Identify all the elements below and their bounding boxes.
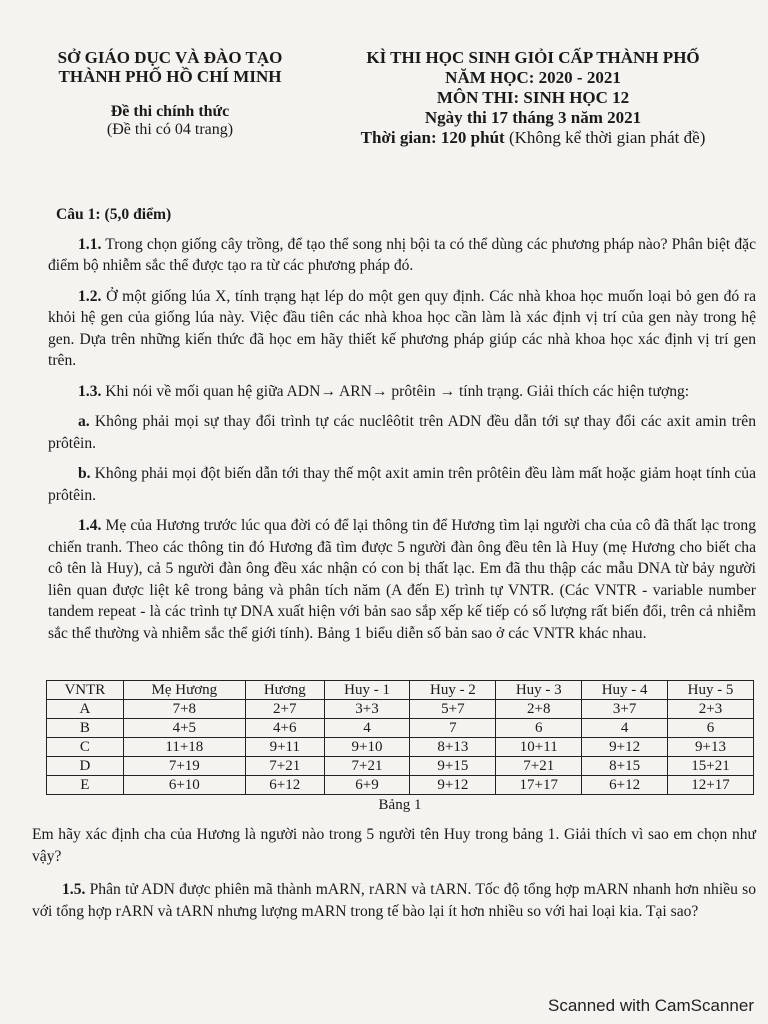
question-1-1: 1.1. Trong chọn giống cây trồng, để tạo thể song nhị bội ta có thể dùng các phương pháp nào? Phân biệt đặc điểm bộ nhiễm sắc thể được tạo ra từ các phương pháp đó. — [48, 235, 756, 274]
table-cell: D — [47, 757, 124, 776]
table-header-cell: Huy - 5 — [668, 681, 754, 700]
table-cell: 9+15 — [410, 757, 496, 776]
table-header-row — [47, 681, 754, 700]
table-header-cell: VNTR — [47, 681, 124, 700]
table-cell: 9+10 — [324, 738, 410, 757]
table-cell: 17+17 — [496, 776, 582, 795]
table-cell: 6 — [668, 719, 754, 738]
table-cell: 3+3 — [324, 700, 410, 719]
table-header-cell: Hương — [245, 681, 324, 700]
table-header-cell: Mẹ Hương — [123, 681, 245, 700]
header-left — [40, 48, 300, 139]
table-cell: 10+11 — [496, 738, 582, 757]
exam-subject: MÔN THI: SINH HỌC 12 — [436, 88, 630, 107]
table-cell: 9+12 — [582, 738, 668, 757]
question-body-continued — [32, 824, 756, 931]
table-header-cell: Huy - 3 — [496, 681, 582, 700]
table-cell: 6+9 — [324, 776, 410, 795]
page-count-note: (Đề thi có 04 trang) — [106, 121, 234, 138]
header-right — [318, 48, 748, 148]
exam-title: KÌ THI HỌC SINH GIỎI CẤP THÀNH PHỐ — [366, 48, 700, 67]
table-cell: 4 — [324, 719, 410, 738]
question-1-3: 1.3. Khi nói về mối quan hệ giữa ADN→ ARN→ prôtêin → tính trạng. Giải thích các hiện tượng: — [78, 382, 690, 400]
table-cell: 6 — [496, 719, 582, 738]
exam-duration: Thời gian: 120 phút (Không kể thời gian phát đề) — [360, 128, 706, 147]
table-cell: 2+3 — [668, 700, 754, 719]
table-cell: A — [47, 700, 124, 719]
table-cell: 8+13 — [410, 738, 496, 757]
table-cell: 3+7 — [582, 700, 668, 719]
exam-date: Ngày thi 17 tháng 3 năm 2021 — [424, 108, 642, 127]
question-1-3a: a. Không phải mọi sự thay đổi trình tự các nuclêôtit trên ADN đều dẫn tới sự thay đổi các axit amin trên prôtêin. — [48, 413, 757, 452]
table-cell: 9+13 — [668, 738, 754, 757]
table-header-cell: Huy - 2 — [410, 681, 496, 700]
table-cell: 2+7 — [245, 700, 324, 719]
table-row — [47, 776, 754, 795]
table-row — [47, 700, 754, 719]
table-cell: 5+7 — [410, 700, 496, 719]
table-cell: 7+21 — [324, 757, 410, 776]
table-header-cell: Huy - 4 — [582, 681, 668, 700]
table-cell: C — [47, 738, 124, 757]
table-cell: 7+21 — [496, 757, 582, 776]
table-cell: 4 — [582, 719, 668, 738]
table-row — [47, 757, 754, 776]
department-name: SỞ GIÁO DỤC VÀ ĐÀO TẠO — [57, 48, 283, 67]
table-row — [47, 719, 754, 738]
table-cell: 7 — [410, 719, 496, 738]
vntr-table-wrapper — [46, 680, 754, 814]
question-1-4-ask: Em hãy xác định cha của Hương là người nào trong 5 người tên Huy trong bảng 1. Giải thích vì sao em chọn như vậy? — [32, 826, 756, 865]
table-cell: 7+8 — [123, 700, 245, 719]
table-cell: 7+21 — [245, 757, 324, 776]
camscanner-watermark: Scanned with CamScanner — [547, 996, 754, 1015]
table-cell: 6+12 — [582, 776, 668, 795]
table-cell: 4+5 — [123, 719, 245, 738]
question-1-3b: b. Không phải mọi đột biến dẫn tới thay thế một axit amin trên prôtêin đều làm mất hoặc giảm hoạt tính của prôtêin. — [48, 465, 756, 504]
table-cell: 9+11 — [245, 738, 324, 757]
table-cell: 8+15 — [582, 757, 668, 776]
vntr-table — [46, 680, 754, 795]
table-cell: 7+19 — [123, 757, 245, 776]
table-cell: 12+17 — [668, 776, 754, 795]
question-1-4: 1.4. Mẹ của Hương trước lúc qua đời có để lại thông tin để Hương tìm lại người cha của cô đã thất lạc trong chiến tranh. Theo các thông tin đó Hương đã tìm được 5 người đàn ông đều tên là Huy (mẹ Hương cho biết cha cô tên là Huy), cả 5 người đàn ông đều xác nhận có con bị thất lạc. Em đã thu thập các mẫu DNA từ bảy người liên quan được liệt kê trong bảng và phân tích năm (A đến E) trình tự VNTR. (Các VNTR - variable number tandem repeat - là các trình tự DNA xuất hiện với bản sao sắp xếp kế tiếp có số lượng rất biến đổi, trên cả nhiễm sắc thể thường và nhiễm sắc thể giới tính). Bảng 1 biểu diễn số bản sao ở các VNTR khác nhau. — [48, 517, 756, 642]
table-cell: E — [47, 776, 124, 795]
city-name: THÀNH PHỐ HỒ CHÍ MINH — [58, 67, 282, 86]
question-1-2: 1.2. Ở một giống lúa X, tính trạng hạt lép do một gen quy định. Các nhà khoa học muốn loại bỏ gen đó ra khỏi hệ gen của giống lúa này. Việc đầu tiên các nhà khoa học cần làm là xác định vị trí của gen này trong hệ gen. Dựa trên những kiến thức đã học em hãy thiết kế phương pháp giúp các nhà khoa học xác định vị trí gen trên. — [48, 287, 757, 369]
school-year: NĂM HỌC: 2020 - 2021 — [445, 68, 621, 87]
table-cell: 11+18 — [123, 738, 245, 757]
table-cell: B — [47, 719, 124, 738]
table-caption: Bảng 1 — [378, 797, 422, 813]
question-body — [48, 204, 756, 653]
table-cell: 4+6 — [245, 719, 324, 738]
question-1-5: 1.5. Phân tử ADN được phiên mã thành mARN, rARN và tARN. Tốc độ tổng hợp mARN nhanh hơn nhiều so với tổng hợp rARN và tARN nhưng lượng mARN trong tế bào lại ít hơn nhiều so với hai loại kia. Tại sao? — [32, 881, 756, 920]
table-cell: 15+21 — [668, 757, 754, 776]
table-cell: 6+10 — [123, 776, 245, 795]
table-header-cell: Huy - 1 — [324, 681, 410, 700]
table-row — [47, 738, 754, 757]
table-cell: 9+12 — [410, 776, 496, 795]
table-cell: 2+8 — [496, 700, 582, 719]
table-cell: 6+12 — [245, 776, 324, 795]
question-1-title: Câu 1: (5,0 điểm) — [56, 206, 172, 223]
official-label: Đề thi chính thức — [110, 103, 230, 120]
